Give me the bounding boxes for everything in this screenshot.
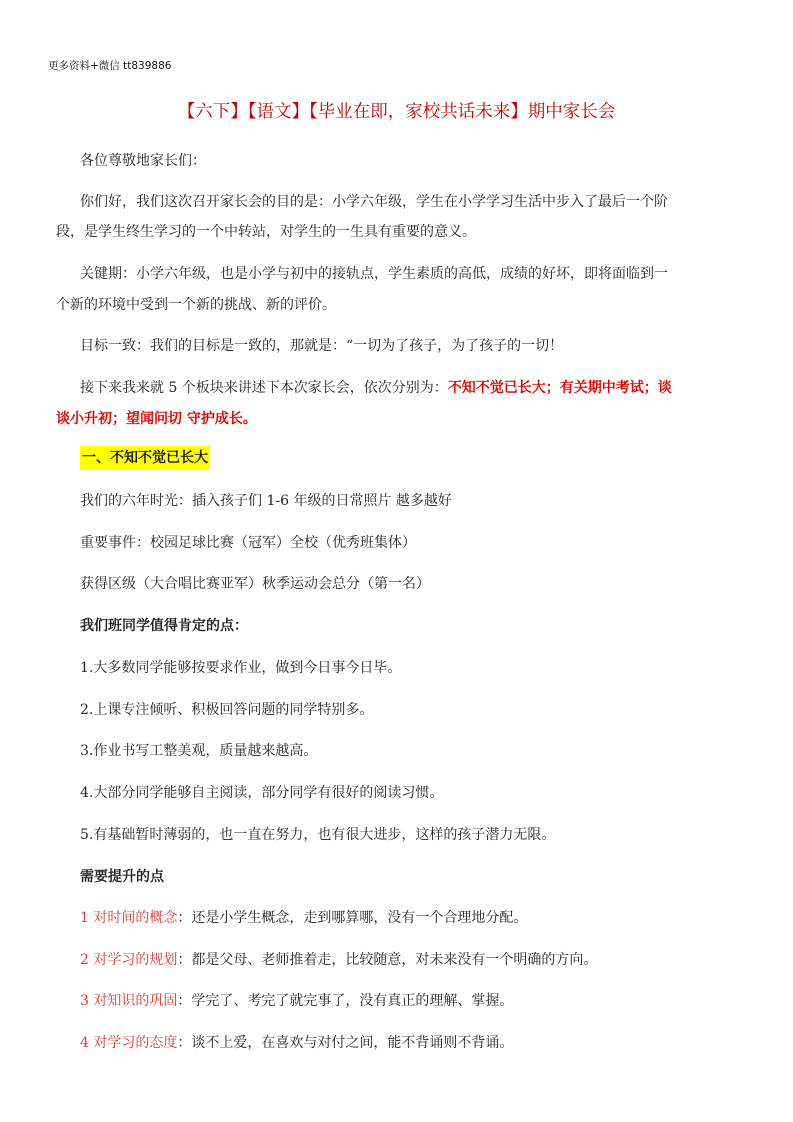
improve-item: [80, 949, 597, 969]
praise-item: 3.作业书写工整美观，质量越来越高。: [80, 743, 318, 759]
improve-item-label: 4 对学习的态度: [80, 1035, 178, 1051]
para1-line1: 你们好，我们这次召开家长会的目的是：小学六年级，学生在小学学习生活中步入了最后一个阶: [80, 194, 668, 210]
praise-item: 5.有基础暂时薄弱的，也一直在努力，也有很大进步，这样的孩子潜力无限。: [80, 827, 556, 843]
section1-line-awards: 获得区级（大合唱比赛亚军）秋季运动会总分（第一名）: [80, 576, 430, 592]
improve-item: [80, 1032, 513, 1052]
improve-item-label: 1 对时间的概念: [80, 910, 178, 926]
improve-item-text: ：谈不上爱，在喜欢与对付之间，能不背诵则不背诵。: [177, 1035, 514, 1051]
section1-line-photos: 我们的六年时光：插入孩子们 1-6 年级的日常照片 越多越好: [80, 493, 452, 509]
greeting: 各位尊敬地家长们：: [80, 153, 206, 169]
improve-item: [80, 907, 527, 927]
improve-item-text: ：还是小学生概念，走到哪算哪，没有一个合理地分配。: [177, 910, 528, 926]
para2-line2: [56, 294, 336, 314]
para2-line2-text: 个新的环境中受到一个新的挑战、新的评价。: [56, 297, 336, 313]
section1-line-events: 重要事件：校园足球比赛（冠军）全校（优秀班集体）: [80, 535, 416, 551]
para3: 目标一致：我们的目标是一致的，那就是：“一切为了孩子，为了孩子的一切！: [80, 338, 564, 354]
improve-item-text: ：都是父母、老师推着走，比较随意，对未来没有一个明确的方向。: [177, 952, 598, 968]
praise-item: 1.大多数同学能够按要求作业，做到今日事今日毕。: [80, 660, 402, 676]
praise-item: 2.上课专注倾听、积极回答问题的同学特别多。: [80, 702, 374, 718]
improve-item-label: 2 对学习的规划: [80, 952, 178, 968]
para2-line1: 关键期：小学六年级，也是小学与初中的接轨点，学生素质的高低，成绩的好坏，即将面临到一: [80, 266, 668, 282]
para4-highlight2: 谈小升初；望闻问切 守护成长。: [56, 411, 257, 427]
praise-heading: 我们班同学值得肯定的点：: [80, 618, 248, 634]
improve-item-label: 3 对知识的巩固: [80, 993, 178, 1009]
para1-line2: [56, 221, 476, 241]
para4-prefix: 接下来我来就 5 个板块来讲述下本次家长会，依次分别为：: [80, 380, 448, 396]
document-title: 【六下】【语文】【毕业在即，家校共话未来】期中家长会: [177, 102, 616, 122]
para4-line1: [80, 377, 672, 397]
section1-heading: 一、不知不觉已长大: [80, 446, 210, 470]
para4-highlight1: 不知不觉已长大；有关期中考试；谈: [447, 380, 672, 396]
improve-item: [80, 990, 513, 1010]
header-note: 更多资料+微信 tt839886: [48, 60, 172, 72]
para1-line2-text: 段，是学生终生学习的一个中转站，对学生的一生具有重要的意义。: [56, 224, 476, 240]
improve-item-text: ：学完了、考完了就完事了，没有真正的理解、掌握。: [177, 993, 514, 1009]
para4-line2: [56, 408, 257, 428]
improve-heading: 需要提升的点: [80, 869, 164, 885]
praise-item: 4.大部分同学能够自主阅读，部分同学有很好的阅读习惯。: [80, 785, 444, 801]
